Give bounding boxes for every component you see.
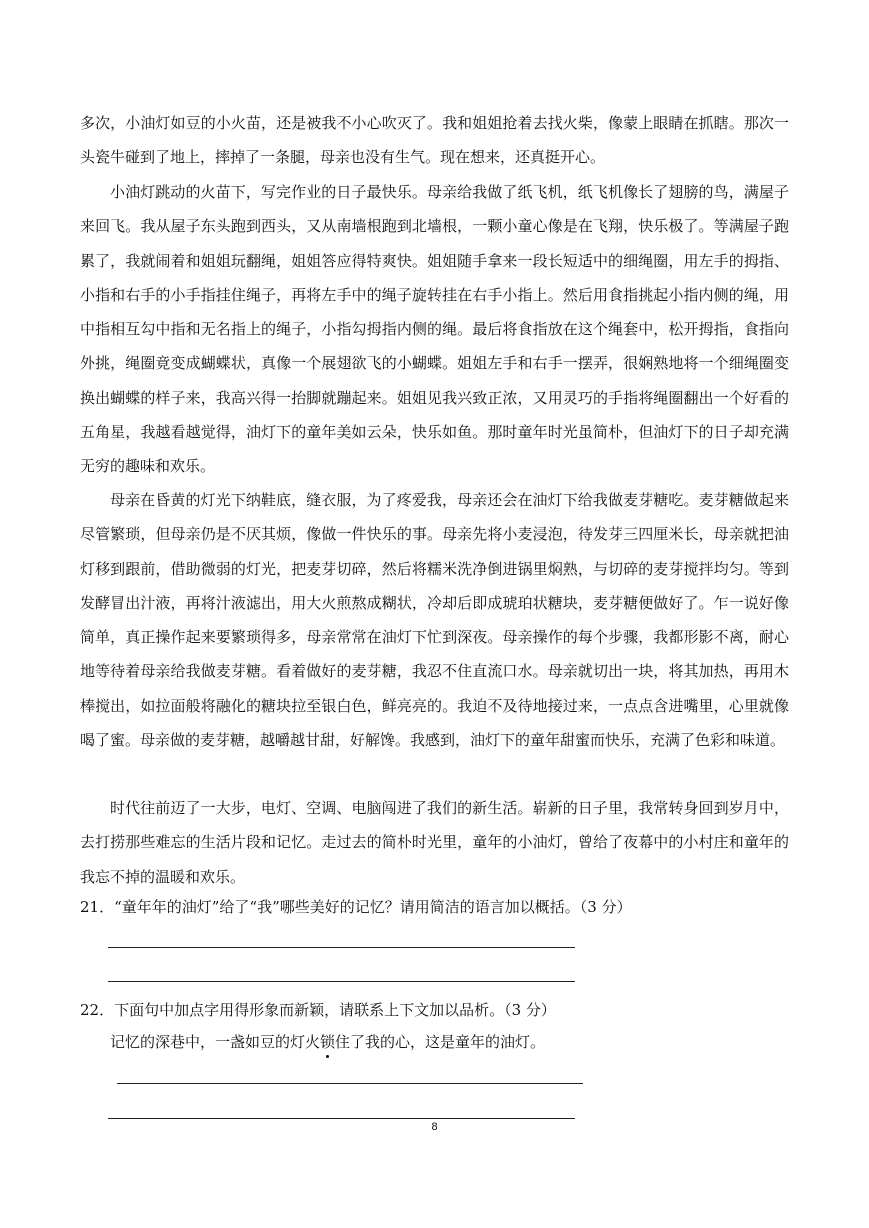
page-number: 8 xyxy=(431,1121,438,1133)
paragraph-new-era: 时代往前迈了一大步，电灯、空调、电脑闯进了我们的新生活。崭新的日子里，我常转身回到岁月中，去打捞那些难忘的生活片段和记忆。走过去的简朴时光里，童年的小油灯，曾给了夜幕中的小村庄和童年的我忘不掉的温暖和欢乐。 xyxy=(80,799,789,886)
paragraph-paper-plane-and-string-game: 小油灯跳动的火苗下，写完作业的日子最快乐。母亲给我做了纸飞机，纸飞机像长了翅膀的鸟，满屋子来回飞。我从屋子东头跑到西头，又从南墙根跑到北墙根，一颗小童心像是在飞翔，快乐极了。等满屋子跑累了，我就闹着和姐姐玩翻绳，姐姐答应得特爽快。姐姐随手拿来一段长短适中的细绳圈，用左手的拇指、小指和右手的小手指挂住绳子，再将左手中的绳子旋转挂在右手小指上。然后用食指挑起小指内侧的绳，用中指相互勾中指和无名指上的绳子，小指勾拇指内侧的绳。最后将食指放在这个绳套中，松开拇指，食指向外挑，绳圈竟变成蝴蝶状，真像一个展翅欲飞的小蝴蝶。姐姐左手和右手一摆弄，很娴熟地将一个细绳圈变换出蝴蝶的样子来，我高兴得一抬脚就蹦起来。姐姐见我兴致正浓，又用灵巧的手指将绳圈翻出一个好看的五角星，我越看越觉得，油灯下的童年美如云朵，快乐如鱼。那时童年时光虽简朴，但油灯下的日子却充满无穷的趣味和欢乐。 xyxy=(80,183,789,476)
answer-line-21-1[interactable] xyxy=(108,947,575,948)
answer-line-21-2[interactable] xyxy=(108,981,575,982)
paragraph-continued: 多次，小油灯如豆的小火苗，还是被我不小心吹灭了。我和姐姐抢着去找火柴，像蒙上眼睛在抓瞎。那次一头瓷牛碰到了地上，摔掉了一条腿，母亲也没有生气。现在想来，还真挺开心。 xyxy=(80,114,789,167)
sentence-part-before: 记忆的深巷中，一盏如豆的灯火 xyxy=(110,1033,321,1051)
dotted-character-text: 锁 xyxy=(320,1033,336,1051)
answer-line-22-1[interactable] xyxy=(117,1083,583,1084)
emphasis-dot-icon xyxy=(326,1055,329,1058)
question-22-sentence xyxy=(110,1032,545,1052)
question-21: 21．“童年年的油灯”给了“我”哪些美好的记忆？请用简洁的语言加以概括。（3 分） xyxy=(80,898,632,916)
sentence-part-after: 住了我的心，这是童年的油灯。 xyxy=(335,1033,546,1051)
dotted-character xyxy=(320,1032,335,1052)
paragraph-maltose-candy: 母亲在昏黄的灯光下纳鞋底，缝衣服，为了疼爱我，母亲还会在油灯下给我做麦芽糖吃。麦芽糖做起来尽管繁琐，但母亲仍是不厌其烦，像做一件快乐的事。母亲先将小麦浸泡，待发芽三四厘米长，母亲就把油灯移到跟前，借助微弱的灯光，把麦芽切碎，然后将糯米洗净倒进锅里焖熟，与切碎的麦芽搅拌均匀。等到发酵冒出汁液，再将汁液滤出，用大火煎熬成糊状，冷却后即成琥珀状糖块，麦芽糖便做好了。乍一说好像简单，真正操作起来要繁琐得多，母亲常常在油灯下忙到深夜。母亲操作的每个步骤，我都形影不离，耐心地等待着母亲给我做麦芽糖。看着做好的麦芽糖，我忍不住直流口水。母亲就切出一块，将其加热，再用木棒搅出，如拉面般将融化的糖块拉至银白色，鲜亮亮的。我迫不及待地接过来，一点点含进嘴里，心里就像喝了蜜。母亲做的麦芽糖，越嚼越甘甜，好解馋。我感到，油灯下的童年甜蜜而快乐，充满了色彩和味道。 xyxy=(80,491,789,750)
answer-line-22-2[interactable] xyxy=(108,1118,575,1119)
question-22: 22．下面句中加点字用得形象而新颖，请联系上下文加以品析。（3 分） xyxy=(80,1001,556,1019)
